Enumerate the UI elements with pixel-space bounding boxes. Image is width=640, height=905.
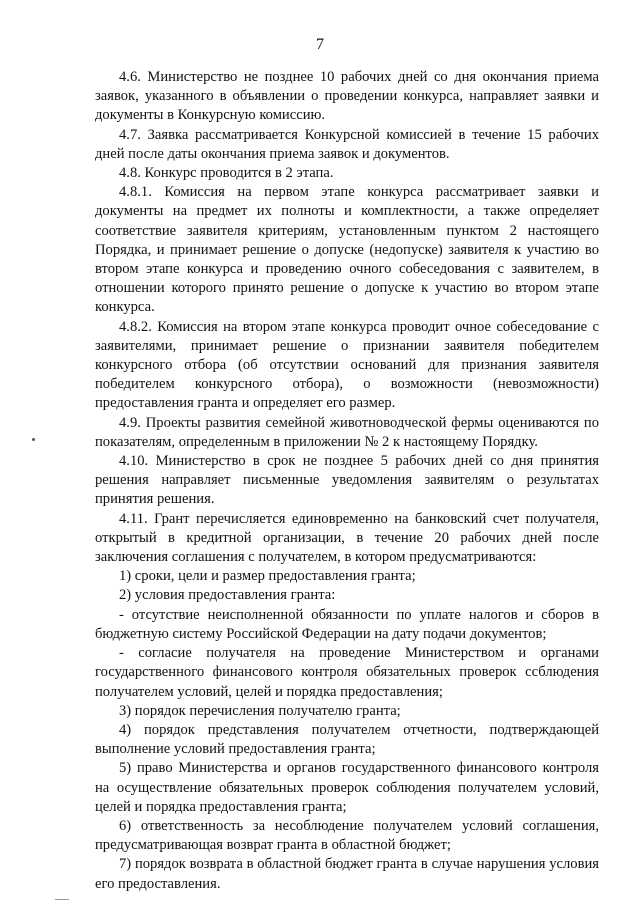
page-number: 7 (316, 36, 324, 53)
document-body (95, 68, 599, 894)
paragraph-4-8-2: 4.8.2. Комиссия на втором этапе конкурса проводит очное собеседование с заявителями, принимает решение о признании заявителя победителем конкурсного отбора (об отсутствии оснований для признания заявителя победителем конкурсного отбора), о возможности (невозможности) предоставления гранта и определяет его размер. (95, 318, 599, 412)
list-item-4: 4) порядок представления получателем отчетности, подтверждающей выполнение условий предоставления гранта; (95, 721, 599, 758)
paragraph-4-9: 4.9. Проекты развития семейной животноводческой фермы оцениваются по показателям, определенным в приложении № 2 к настоящему Порядку. (95, 414, 599, 450)
paragraph-4-8: 4.8. Конкурс проводится в 2 этапа. (119, 165, 334, 182)
list-item-6: 6) ответственность за несоблюдение получателем условий соглашения, предусматривающая возврат гранта в областной бюджет; (95, 817, 599, 854)
paragraph-4-11: 4.11. Грант перечисляется единовременно на банковский счет получателя, открытый в кредитной организации, в течение 20 рабочих дней после заключения соглашения с получателем, в котором предусматриваются: (95, 510, 599, 566)
list-item-5: 5) право Министерства и органов государственного финансового контроля на осуществление обязательных проверок соблюдения получателем условий, целей и порядка предоставления гранта; (95, 760, 599, 815)
scan-mark (32, 438, 35, 441)
list-item-3: 3) порядок перечисления получателю гранта; (119, 702, 401, 719)
paragraph-4-8-1: 4.8.1. Комиссия на первом этапе конкурса рассматривает заявки и документы на предмет их полноты и комплектности, а также определяет соответствие заявителя критериям, установленным пунктом 2 настоящего Порядка, и принимает решение о допуске (недопуске) заявителя к участию во втором этапе конкурса и проведению очного собеседования с заявителем, в отношении которого принято решение о допуске к участию во втором этапе конкурса. (95, 184, 599, 316)
list-subitem-taxes: - отсутствие неисполненной обязанности по уплате налогов и сборов в бюджетную систему Российской Федерации на дату подачи документов; (95, 606, 599, 642)
list-item-2: 2) условия предоставления гранта: (119, 587, 336, 604)
paragraph-4-10: 4.10. Министерство в срок не позднее 5 рабочих дней со дня принятия решения направляет письменные уведомления заявителям о результатах принятия решения. (95, 453, 599, 508)
list-item-1: 1) сроки, цели и размер предоставления гранта; (119, 568, 416, 585)
scan-line (55, 899, 69, 900)
list-subitem-consent: - согласие получателя на проведение Министерством и органами государственного финансового контроля обязательных проверок ссблюдения получателем условий, целей и порядка предоставления; (95, 645, 599, 700)
paragraph-4-6: 4.6. Министерство не позднее 10 рабочих дней со дня окончания приема заявок, указанного в объявлении о проведении конкурса, направляет заявки и документы в Конкурсную комиссию. (95, 69, 599, 124)
list-item-7: 7) порядок возврата в областной бюджет гранта в случае нарушения условия его предоставления. (95, 856, 599, 892)
paragraph-4-7: 4.7. Заявка рассматривается Конкурсной комиссией в течение 15 рабочих дней после даты окончания приема заявок и документов. (95, 126, 599, 162)
